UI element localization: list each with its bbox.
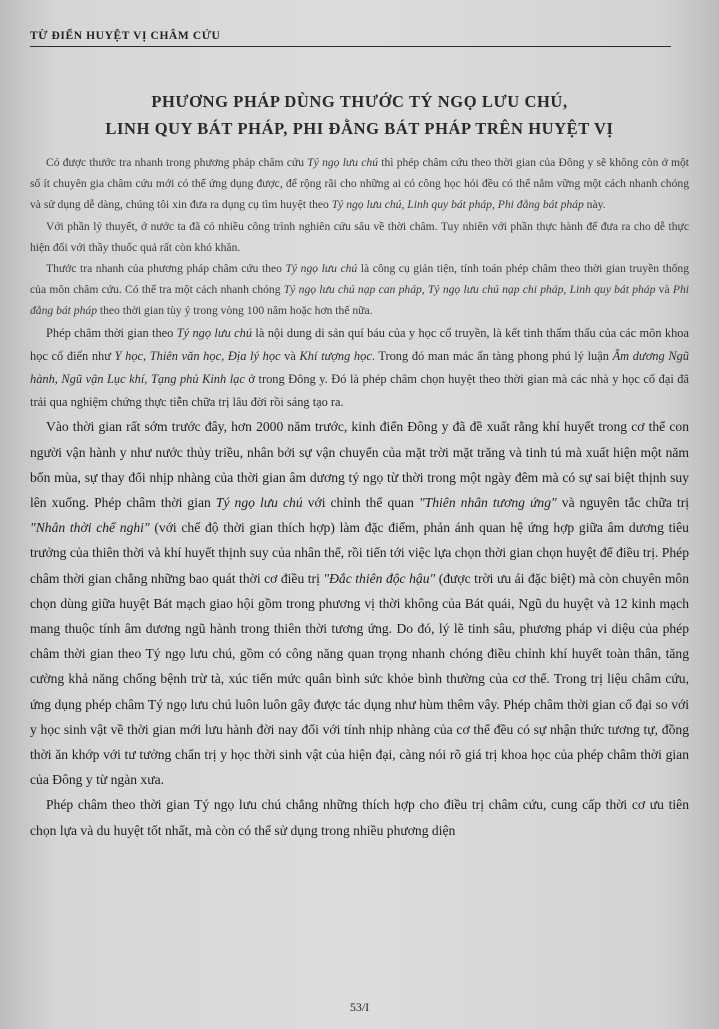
italic-term: "Đắc thiên độc hậu" [323, 570, 436, 586]
paragraph-5 [30, 414, 689, 792]
text-run: (được trời ưu ái đặc biệt) mà còn chuyên môn chọn dùng giữa huyệt Bát mạch giao hội gồm trong phương vị thời không của Bát quái, Ngũ du huyệt và 12 kinh mạch mang thuộc tính âm dương ngũ hành trong thiên thời tương ứng. Do đó, lý lẽ tinh sâu, phương pháp vi diệu của phép châm thời gian theo Tý ngọ lưu chú, gồm có công năng quan trọng nhanh chóng điều chỉnh khí huyết toàn thân, tăng cường khả năng chống bệnh trừ tà, xúc tiến mức quân bình sức khỏe bình thường của cơ thể. Trong trị liệu châm cứu, ứng dụng phép châm Tý ngọ lưu chú luôn luôn gây được tác dụng như hùm thêm vây. Phép châm thời gian cổ đại so với y học sinh vật về thời gian mới lưu hành đời nay đối với tính nhịp nhàng của cơ thể đều có sự nhận thức tương tự, đồng thời ăn khớp với tư tưởng chẩn trị y học thời sinh vật của hiện đại, càng nói rõ giá trị khoa học của phép châm thời gian của Đông y từ ngàn xưa. [30, 570, 689, 788]
text-run: là nội dung di sản quí báu của y học cổ truyền, là kết tinh thẩm thấu của các môn khoa học cổ điển như [30, 325, 689, 363]
text-run: thì phép châm cứu theo thời gian của Đông y sẽ không còn ở một số ít chuyên gia châm cứu mới có thể ứng dụng được, để rộng rãi cho những ai có công học hỏi đều có thể nắm vững một cách nhanh chóng và sử dụng dễ dàng, chúng tôi xin đưa ra dụng cụ tìm huyệt theo [30, 156, 689, 212]
text-run: là công cụ giản tiện, tính toán phép châm theo thời gian truyền thống của môn châm cứu. Có thể tra một cách nhanh chóng [30, 262, 690, 297]
italic-term: Tý ngọ lưu chú [307, 156, 378, 169]
body-text [30, 152, 689, 843]
text-run: . Trong đó man mác ẩn tàng phong phú lý luận [371, 348, 613, 363]
text-run: và [655, 283, 673, 297]
text-run: ở trong Đông y. Đó là phép châm chọn huyệt theo thời gian mà các nhà y học cổ đại đã trải qua nghiệm chứng thực tiễn chữa trị lâu đời rồi sáng tạo ra. [30, 372, 689, 410]
paragraph-3 [30, 258, 689, 322]
text-run: Phép châm thời gian theo [46, 325, 177, 340]
italic-term: Tý ngọ lưu chú [215, 495, 303, 511]
text-run: Với phần lý thuyết, ở nước ta đã có nhiều công trình nghiên cứu sâu về thời châm. Tuy nhiên với phần thực hành để đưa ra cho dễ thực hiện đối với thầy thuốc quả rất còn khó khăn. [30, 219, 689, 254]
header-rule [30, 46, 671, 47]
chapter-title-line-2: LINH QUY BÁT PHÁP, PHI ĐẰNG BÁT PHÁP TRÊN HUYỆT VỊ [105, 119, 614, 138]
italic-term: Phi đằng bát pháp [30, 283, 689, 318]
italic-term: Tý ngọ lưu chú nạp can pháp, Tý ngọ lưu chú nạp chi pháp, Linh quy bát pháp [283, 283, 656, 297]
italic-term: Y học, Thiên văn học, Địa lý học [114, 348, 281, 363]
paragraph-6 [30, 792, 689, 842]
text-run: Có được thước tra nhanh trong phương pháp châm cứu [46, 156, 308, 169]
paragraph-4 [30, 322, 689, 415]
italic-term: Tý ngọ lưu chú, Linh quy bát pháp, Phi đằng bát pháp [331, 198, 584, 212]
chapter-title [30, 88, 689, 142]
text-run: và nguyên tắc chữa trị [556, 495, 689, 511]
text-run: và [280, 348, 300, 363]
text-run: này. [583, 198, 606, 212]
italic-term: Tý ngọ lưu chú [285, 262, 358, 276]
text-run: Phép châm theo thời gian Tý ngọ lưu chú chẳng những thích hợp cho điều trị châm cứu, cung cấp thời cơ ưu tiên chọn lựa và du huyệt tốt nhất, mà còn có thể sử dụng trong nhiều phương diện [30, 797, 689, 838]
paragraph-2 [30, 216, 689, 258]
italic-term: Âm dương Ngũ hành, Ngũ vận Lục khí, Tạng phủ Kinh lạc [30, 348, 689, 387]
chapter-title-line-1: PHƯƠNG PHÁP DÙNG THƯỚC TÝ NGỌ LƯU CHÚ, [151, 92, 568, 111]
text-run: Vào thời gian rất sớm trước đây, hơn 2000 năm trước, kinh điển Đông y đã đề xuất rằng khí huyết trong cơ thể con người vận hành y như nước thủy triều, nhân bởi sự vận chuyển của mặt trời mặt trăng và tinh tú mà xuất hiện một năm bốn mùa, sự thay đổi nhịp nhàng của thời gian âm dương tý ngọ từ thời trong một ngày đêm mà có sự sai biệt thịnh suy lên xuống. Phép châm thời gian [30, 419, 689, 511]
text-run: với chỉnh thể quan [302, 495, 419, 511]
text-run: theo thời gian tùy ý trong vòng 100 năm hoặc hơn thế nữa. [97, 304, 373, 318]
italic-term: Tý ngọ lưu chú [176, 325, 253, 340]
page-number: 53/I [349, 1000, 370, 1014]
italic-term: "Nhân thời chế nghi" [30, 520, 150, 536]
italic-term: Khí tượng học [299, 348, 372, 363]
italic-term: "Thiên nhân tương ứng" [418, 495, 557, 511]
text-run: Thước tra nhanh của phương pháp châm cứu theo [46, 262, 286, 276]
text-run: (với chế độ thời gian thích hợp) làm đặc điểm, phản ánh quan hệ ứng hợp giữa âm dương tiêu trưởng của thiên thời và khí huyết thịnh suy của nhân thể, rồi tiến tới việc lựa chọn thời gian chọn huyệt để điều trị. Phép châm thời gian chẳng những bao quát thời cơ điều trị [30, 520, 689, 586]
paragraph-1 [30, 152, 689, 216]
running-header: TỪ ĐIỂN HUYỆT VỊ CHÂM CỨU [30, 30, 221, 42]
